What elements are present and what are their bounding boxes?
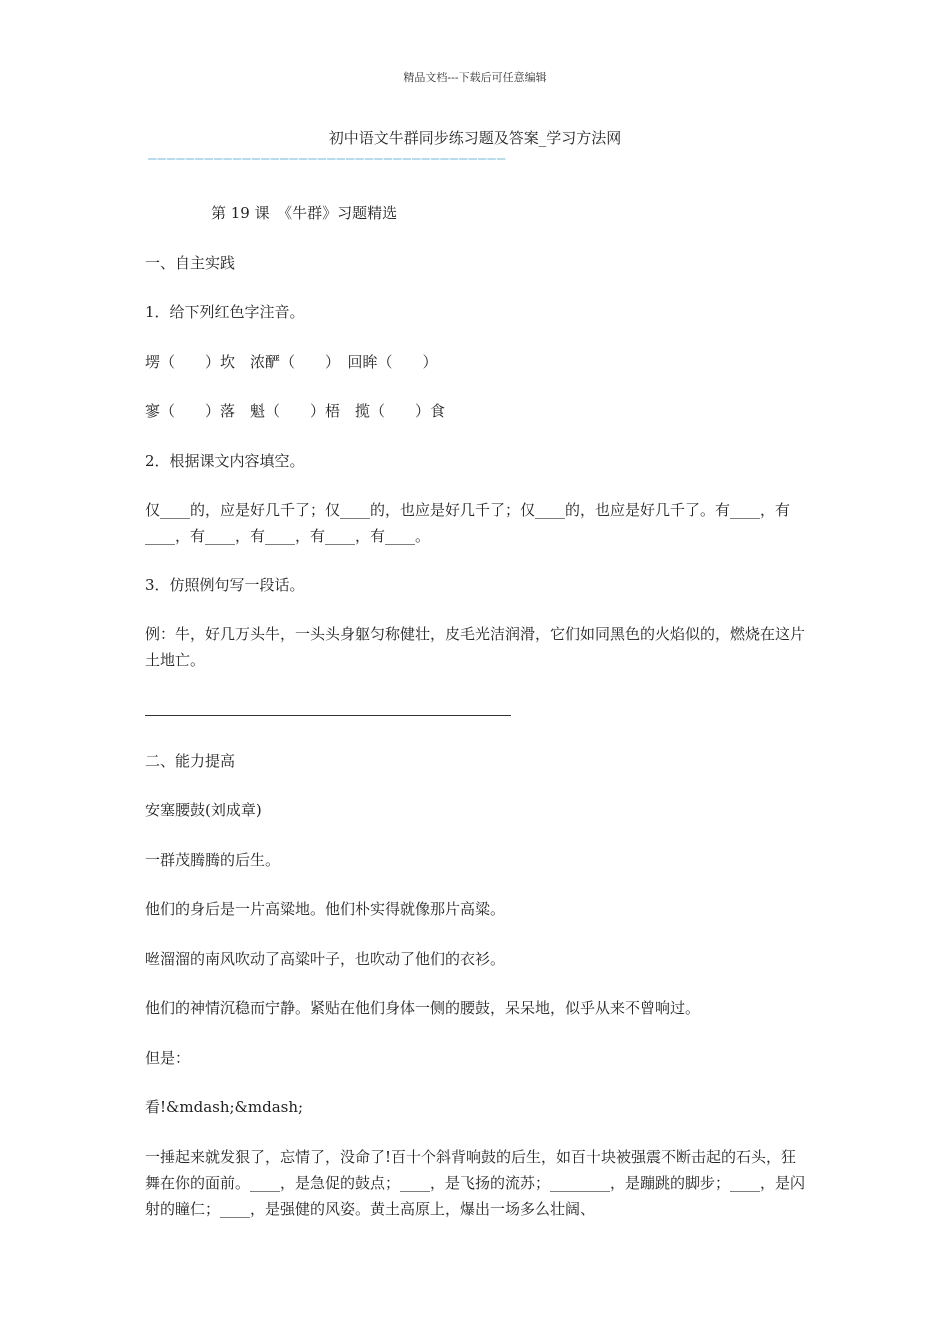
- q3-example: 例：牛，好几万头牛，一头头身躯匀称健壮，皮毛光洁润滑，它们如同黑色的火焰似的，燃烧在这片土地亡。: [145, 625, 806, 669]
- section1-heading: 一、自主实践: [145, 254, 236, 272]
- passage-paragraph-3: 咝溜溜的南风吹动了高粱叶子，也吹动了他们的衣衫。: [145, 950, 506, 968]
- passage-paragraph-5: 但是：: [145, 1049, 191, 1067]
- header-note: 精品文档---下载后可任意编辑: [403, 71, 547, 84]
- answer-line[interactable]: [145, 715, 511, 716]
- q1-line1: 塄（ ）坎 浓酽（ ） 回眸（ ）: [145, 353, 438, 371]
- section2-heading: 二、能力提高: [145, 752, 236, 770]
- passage-paragraph-4: 他们的神情沉稳而宁静。紧贴在他们身体一侧的腰鼓，呆呆地，似乎从来不曾响过。: [145, 999, 701, 1017]
- q2-prompt: 2．根据课文内容填空。: [145, 452, 305, 470]
- title-divider: ——————————————————————————————————————: [148, 151, 507, 167]
- lesson-title: 第 19 课 《牛群》习题精选: [211, 204, 398, 222]
- passage-title: 安塞腰鼓(刘成章): [145, 801, 262, 819]
- passage-paragraph-1: 一群茂腾腾的后生。: [145, 851, 281, 869]
- passage-paragraph-7: 一捶起来就发狠了，忘情了，没命了!百十个斜背响鼓的后生，如百十块被强震不断击起的石头，狂舞在你的面前。____，是急促的鼓点；____，是飞扬的流苏；________，是蹦跳的脚步；____，是闪射的瞳仁；____，是强健的风姿。黄土高原上，爆出一场多么壮阔、: [145, 1148, 806, 1218]
- q1-prompt: 1．给下列红色字注音。: [145, 303, 305, 321]
- q2-text: 仅____的，应是好几千了；仅____的，也应是好几千了；仅____的，也应是好几千了。有____，有____，有____，有____，有____，有____。: [145, 501, 791, 545]
- passage-paragraph-2: 他们的身后是一片高粱地。他们朴实得就像那片高粱。: [145, 900, 506, 918]
- q1-line2: 寥（ ）落 魁（ ）梧 揽（ ）食: [145, 402, 446, 420]
- passage-paragraph-6: 看!&mdash;&mdash;: [145, 1098, 304, 1116]
- q3-prompt: 3．仿照例句写一段话。: [145, 576, 305, 594]
- document-title: 初中语文牛群同步练习题及答案_学习方法网: [328, 129, 622, 147]
